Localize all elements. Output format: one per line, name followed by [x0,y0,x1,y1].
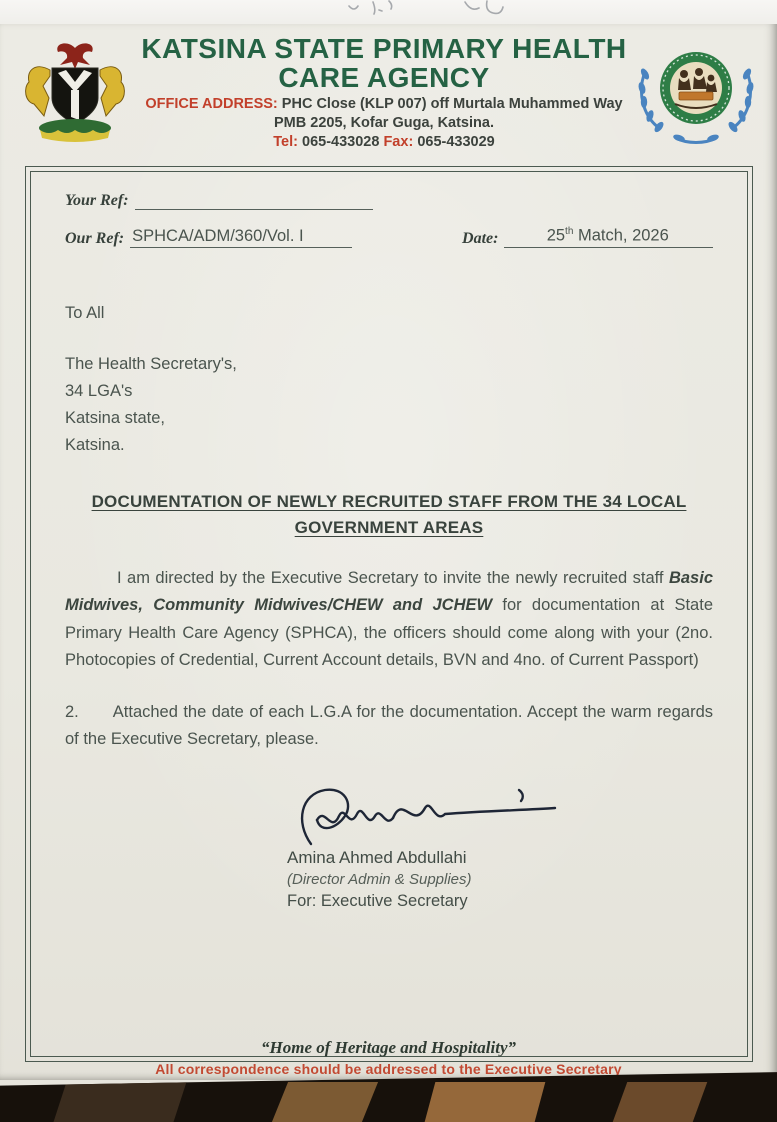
office-address [128,95,640,152]
date-month-year: Match, 2026 [573,226,669,245]
desk-pattern [613,1082,708,1122]
your-ref-row [65,192,713,210]
letter-border-box [25,166,753,1062]
agency-seal-icon [621,30,771,156]
agency-title-line2: CARE AGENCY [278,62,490,93]
your-ref-label: Your Ref: [65,192,129,209]
date-ordinal: th [565,226,574,237]
our-ref-date-row [65,226,713,248]
our-ref-value: SPHCA/ADM/360/Vol. I [130,227,352,248]
recipient-line: Katsina. [65,435,125,454]
fax-label: Fax: [383,134,414,150]
paragraph-1 [65,565,713,675]
date-day: 25 [546,226,566,245]
desk-pattern [54,1082,187,1122]
signature-block [287,778,587,911]
letterhead [0,28,777,150]
desk-pattern [425,1082,546,1122]
date-value [504,226,713,248]
paragraph-2-number: 2. [65,702,79,721]
paragraph-1-tail: for documentation at State Primary Health Care Agency (SPHCA), the officers should come along with your (2no. Photocopies of Credential, Current Account details, BVN and 4no. of Current Passport) [65,596,713,669]
desk-pattern [272,1082,378,1122]
our-ref-label: Our Ref: [65,229,125,247]
signatory-title: (Director Admin & Supplies) [287,870,472,888]
paragraph-2-text: Attached the date of each L.G.A for the documentation. Accept the warm regards of the Executive Secretary, please. [65,702,713,748]
fax-value: 065-433029 [417,134,495,150]
tel-label: Tel: [273,134,298,150]
subject-text: DOCUMENTATION OF NEWLY RECRUITED STAFF FROM THE 34 LOCAL GOVERNMENT AREAS [91,491,687,537]
signatory-name: Amina Ahmed Abdullahi [287,847,467,867]
handwritten-signature-icon [287,778,577,856]
background-top-strip [0,0,777,26]
handwritten-note-icon [345,0,535,22]
nigeria-coat-of-arms-icon [16,36,134,148]
tel-value: 065-433028 [302,134,380,150]
correspondence-note: All correspondence should be addressed to the Executive Secretary [155,1061,622,1077]
address-street: PHC Close (KLP 007) off Murtala Muhammed Way [281,96,623,112]
address-line-1 [128,95,640,114]
paragraph-1-emphasis: Basic Midwives, Community Midwives/CHEW and JCHEW [65,568,713,614]
date-label: Date: [462,229,499,247]
paragraph-1-lead: I am directed by the Executive Secretary to invite the newly recruited staff [117,568,669,587]
office-address-label: OFFICE ADDRESS: [145,96,278,112]
address-line-3 [128,133,640,152]
motto-text: “Home of Heritage and Hospitality” [261,1038,516,1057]
signatory-for: For: Executive Secretary [287,891,468,910]
spacer [65,327,713,351]
recipient-line: 34 LGA's [65,381,133,400]
address-line-2: PMB 2205, Kofar Guga, Katsina. [274,115,494,131]
recipient-block [65,300,713,459]
agency-title-line1: KATSINA STATE PRIMARY HEALTH [141,33,627,64]
recipient-line: The Health Secretary's, [65,354,237,373]
letterhead-text [128,34,640,152]
recipient-line: Katsina state, [65,408,165,427]
recipient-to-all: To All [65,303,105,322]
letter-page [0,24,777,1080]
letter-content [30,171,748,1057]
paragraph-2 [65,699,713,754]
your-ref-value [135,208,373,210]
subject-heading [91,489,687,541]
